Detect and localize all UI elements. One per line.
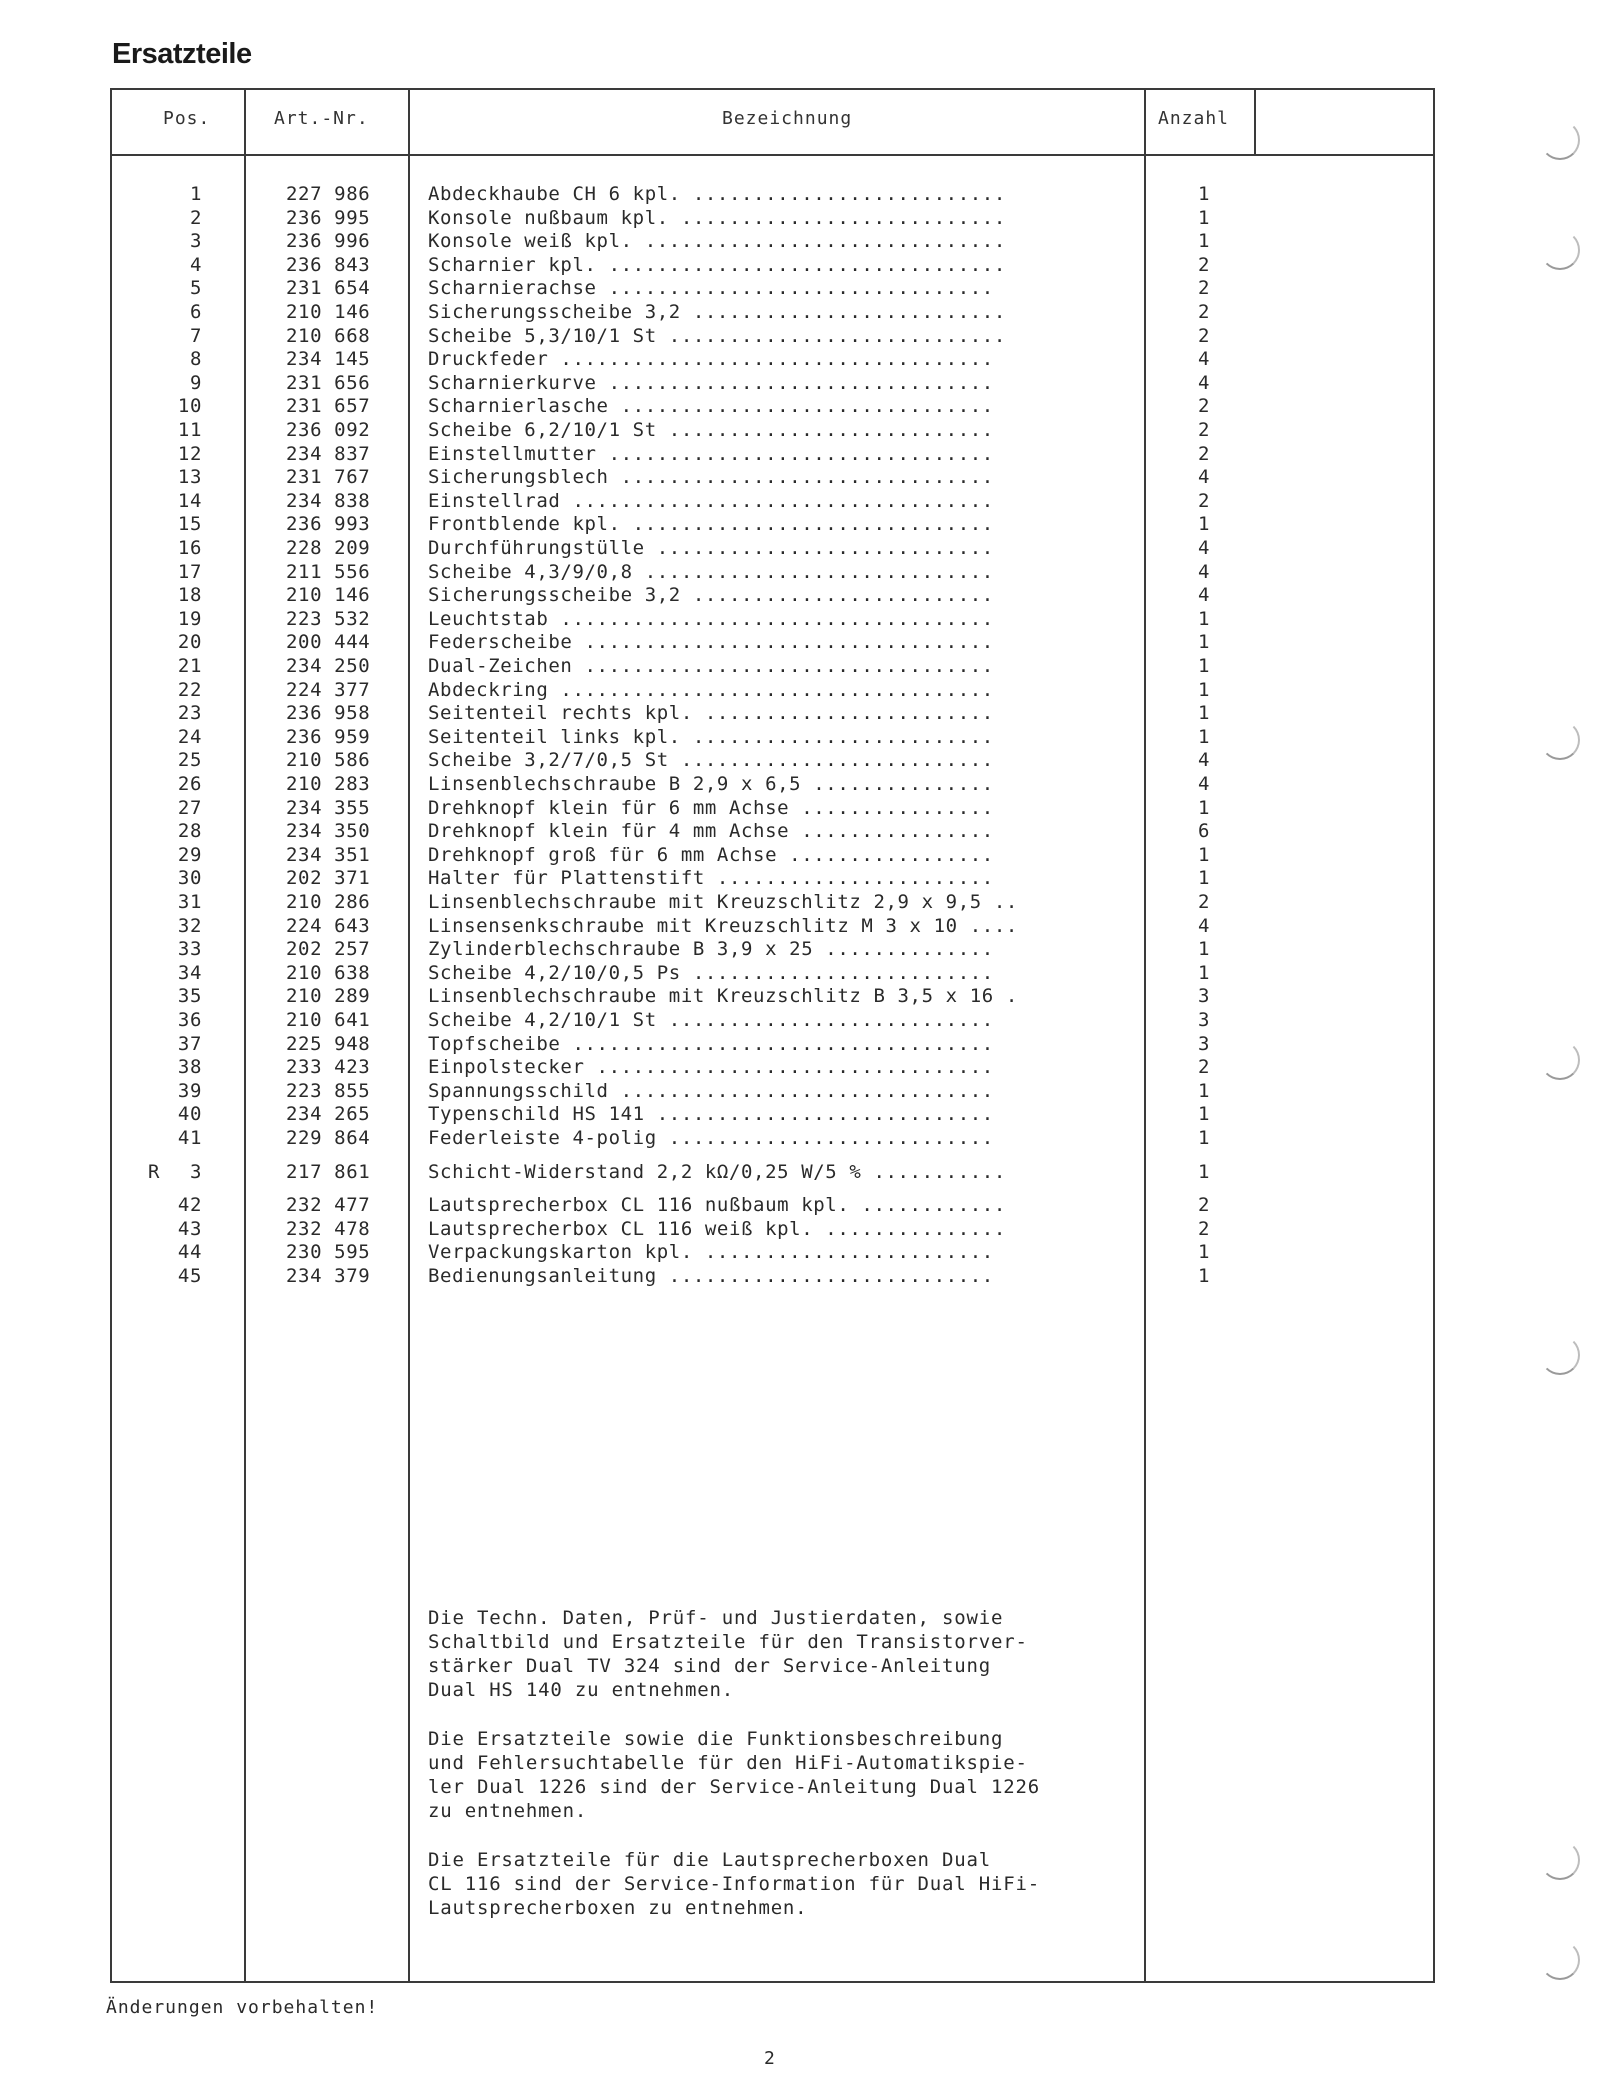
row-quantity: 2 — [1198, 1217, 1211, 1240]
row-description: Federscheibe .................................. — [428, 631, 994, 654]
row-art-nr: 224 377 — [286, 678, 371, 701]
row-quantity: 2 — [1198, 489, 1211, 512]
row-quantity: 4 — [1198, 466, 1211, 489]
row-description: Linsenblechschraube mit Kreuzschlitz 2,9 x 9,5 .. — [428, 891, 1018, 913]
row-description: Konsole nußbaum kpl. ........................... — [428, 206, 1006, 229]
row-description: Typenschild HS 141 ............................ — [428, 1103, 994, 1126]
table-row — [0, 984, 1300, 1008]
row-description: Scharnierlasche ............................... — [428, 395, 994, 418]
row-art-nr: 236 092 — [286, 419, 371, 441]
row-pos: 26 — [177, 773, 202, 795]
row-description: Spannungsschild ............................... — [428, 1079, 994, 1102]
table-row — [0, 300, 1300, 324]
table-row — [0, 1032, 1300, 1056]
row-art-nr: 210 668 — [286, 324, 371, 347]
row-pos: 34 — [177, 961, 202, 984]
page-title: Ersatzteile — [112, 38, 252, 70]
row-art-nr: 210 586 — [286, 749, 371, 772]
table-row — [0, 512, 1300, 536]
row-quantity: 1 — [1198, 1079, 1211, 1102]
row-pos: 20 — [177, 631, 202, 654]
table-row — [0, 772, 1300, 796]
row-quantity: 1 — [1198, 725, 1211, 748]
row-quantity: 1 — [1198, 230, 1211, 253]
row-pos: 8 — [189, 348, 202, 371]
row-quantity: 1 — [1198, 655, 1211, 677]
row-description: Abdeckhaube CH 6 kpl. .......................... — [428, 183, 1006, 205]
row-art-nr: 231 654 — [286, 277, 371, 300]
row-art-nr: 202 257 — [286, 938, 371, 961]
row-description: Schicht-Widerstand 2,2 kΩ/0,25 W/5 % ........... — [428, 1160, 1006, 1183]
row-quantity: 1 — [1198, 867, 1211, 890]
table-row — [0, 1126, 1300, 1150]
row-pos: 42 — [177, 1194, 202, 1217]
row-pos: 18 — [177, 584, 202, 607]
table-row — [0, 654, 1300, 678]
row-art-nr: 236 995 — [286, 206, 371, 229]
table-row — [0, 1193, 1300, 1217]
row-pos: 30 — [177, 867, 202, 890]
note-paragraph: Die Ersatzteile für die Lautsprecherboxen Dual CL 116 sind der Service-Information für Dual HiFi- Lautsprecherboxen zu entnehmen. — [428, 1849, 1040, 1919]
row-art-nr: 234 350 — [286, 820, 371, 843]
row-description: Einstellmutter ................................ — [428, 442, 994, 465]
row-description: Scheibe 6,2/10/1 St ........................... — [428, 419, 994, 441]
row-art-nr: 231 767 — [286, 466, 371, 489]
row-pos: 39 — [177, 1079, 202, 1102]
row-pos: 16 — [177, 537, 202, 559]
row-pos: 7 — [189, 324, 202, 347]
row-art-nr: 224 643 — [286, 914, 371, 937]
row-description: Durchführungstülle ............................ — [428, 537, 994, 559]
row-description: Drehknopf klein für 4 mm Achse ................ — [428, 820, 994, 843]
footer-note: Änderungen vorbehalten! — [106, 1997, 379, 2018]
row-pos: 17 — [177, 560, 202, 583]
table-row — [0, 914, 1300, 938]
row-description: Linsenblechschraube B 2,9 x 6,5 ............... — [428, 773, 994, 795]
row-art-nr: 227 986 — [286, 183, 371, 205]
row-description: Einstellrad ................................... — [428, 489, 994, 512]
row-pos: 9 — [189, 371, 202, 394]
row-art-nr: 231 656 — [286, 371, 371, 394]
row-description: Federleiste 4-polig ........................... — [428, 1127, 994, 1149]
row-description: Seitenteil rechts kpl. ........................ — [428, 702, 994, 725]
row-quantity: 1 — [1198, 607, 1211, 630]
row-quantity: 1 — [1198, 678, 1211, 701]
row-pos: 22 — [177, 678, 202, 701]
row-art-nr: 236 959 — [286, 725, 371, 748]
row-description: Verpackungskarton kpl. ........................ — [428, 1241, 994, 1264]
row-art-nr: 210 146 — [286, 584, 371, 607]
row-description: Bedienungsanleitung ........................... — [428, 1265, 994, 1287]
table-row — [0, 394, 1300, 418]
row-pos: 12 — [177, 442, 202, 465]
row-quantity: 2 — [1198, 395, 1211, 418]
row-art-nr: 229 864 — [286, 1127, 371, 1149]
row-description: Drehknopf groß für 6 mm Achse ................. — [428, 843, 994, 866]
table-row — [0, 748, 1300, 772]
row-quantity: 2 — [1198, 891, 1211, 913]
row-description: Konsole weiß kpl. .............................. — [428, 230, 1006, 253]
row-quantity: 4 — [1198, 914, 1211, 937]
row-pos: 4 — [189, 253, 202, 276]
row-art-nr: 234 379 — [286, 1265, 371, 1287]
header-desc: Bezeichnung — [722, 108, 853, 129]
row-quantity: 3 — [1198, 1032, 1211, 1055]
row-pos: 37 — [177, 1032, 202, 1055]
binder-hole-mark — [1540, 1840, 1580, 1880]
row-art-nr: 234 838 — [286, 489, 371, 512]
row-art-nr: 234 250 — [286, 655, 371, 677]
row-art-nr: 232 478 — [286, 1217, 371, 1240]
row-quantity: 1 — [1198, 796, 1211, 819]
header-divider — [110, 154, 1435, 156]
row-pos: 3 — [189, 230, 202, 253]
row-pos: 5 — [189, 277, 202, 300]
row-art-nr: 228 209 — [286, 537, 371, 559]
column-divider-qty — [1254, 90, 1256, 156]
row-description: Scharnierachse ................................ — [428, 277, 994, 300]
row-pos: 33 — [177, 938, 202, 961]
table-row — [0, 866, 1300, 890]
table-row — [0, 937, 1300, 961]
table-row — [0, 1055, 1300, 1079]
table-row — [0, 607, 1300, 631]
row-pos: 10 — [177, 395, 202, 418]
row-quantity: 4 — [1198, 537, 1211, 559]
row-description: Halter für Plattenstift ....................... — [428, 867, 994, 890]
row-pos: 36 — [177, 1009, 202, 1031]
table-row — [0, 560, 1300, 584]
row-pos: 2 — [189, 206, 202, 229]
row-description: Abdeckring .................................... — [428, 678, 994, 701]
row-description: Sicherungsscheibe 3,2 .......................... — [428, 301, 1006, 323]
row-pos: 41 — [177, 1127, 202, 1149]
table-row — [0, 843, 1300, 867]
row-quantity: 1 — [1198, 513, 1211, 536]
row-description: Lautsprecherbox CL 116 nußbaum kpl. ............ — [428, 1194, 1006, 1217]
row-description: Zylinderblechschraube B 3,9 x 25 .............. — [428, 938, 994, 961]
row-pos: 29 — [177, 843, 202, 866]
row-pos: 25 — [177, 749, 202, 772]
row-art-nr: 210 146 — [286, 301, 371, 323]
table-row — [0, 1160, 1300, 1184]
table-row — [0, 1102, 1300, 1126]
row-quantity: 4 — [1198, 348, 1211, 371]
binder-hole-mark — [1540, 720, 1580, 760]
row-art-nr: 210 286 — [286, 891, 371, 913]
row-description: Topfscheibe ................................... — [428, 1032, 994, 1055]
row-description: Scharnier kpl. ................................. — [428, 253, 1006, 276]
binder-hole-mark — [1540, 230, 1580, 270]
table-row — [0, 583, 1300, 607]
row-quantity: 1 — [1198, 1160, 1211, 1183]
row-art-nr: 210 289 — [286, 985, 371, 1008]
row-quantity: 6 — [1198, 820, 1211, 843]
row-art-nr: 232 477 — [286, 1194, 371, 1217]
row-art-nr: 210 283 — [286, 773, 371, 795]
table-row — [0, 206, 1300, 230]
row-art-nr: 233 423 — [286, 1056, 371, 1079]
table-row — [0, 418, 1300, 442]
row-description: Lautsprecherbox CL 116 weiß kpl. ............... — [428, 1217, 1006, 1240]
table-row — [0, 1008, 1300, 1032]
row-pos: 3 — [189, 1160, 202, 1183]
table-row — [0, 1217, 1300, 1241]
row-art-nr: 217 861 — [286, 1160, 371, 1183]
row-pos: 28 — [177, 820, 202, 843]
row-quantity: 4 — [1198, 560, 1211, 583]
row-description: Scheibe 3,2/7/0,5 St .......................... — [428, 749, 994, 772]
row-pos: 43 — [177, 1217, 202, 1240]
row-art-nr: 234 351 — [286, 843, 371, 866]
row-description: Frontblende kpl. .............................. — [428, 513, 994, 536]
row-art-nr: 230 595 — [286, 1241, 371, 1264]
row-quantity: 1 — [1198, 702, 1211, 725]
row-pos: 44 — [177, 1241, 202, 1264]
row-art-nr: 231 657 — [286, 395, 371, 418]
row-description: Scheibe 4,3/9/0,8 ............................. — [428, 560, 994, 583]
table-row — [0, 465, 1300, 489]
table-row — [0, 678, 1300, 702]
table-row — [0, 1079, 1300, 1103]
row-description: Scharnierkurve ................................ — [428, 371, 994, 394]
table-row — [0, 182, 1300, 206]
header-qty: Anzahl — [1158, 108, 1230, 129]
table-row — [0, 324, 1300, 348]
row-description: Sicherungsscheibe 3,2 ......................... — [428, 584, 994, 607]
row-quantity: 2 — [1198, 253, 1211, 276]
row-art-nr: 236 993 — [286, 513, 371, 536]
row-art-nr: 210 641 — [286, 1009, 371, 1031]
row-description: Scheibe 5,3/10/1 St ............................ — [428, 324, 1006, 347]
row-art-nr: 211 556 — [286, 560, 371, 583]
row-quantity: 3 — [1198, 1009, 1211, 1031]
row-art-nr: 223 855 — [286, 1079, 371, 1102]
row-art-nr: 225 948 — [286, 1032, 371, 1055]
row-pos: 14 — [177, 489, 202, 512]
row-pos: 35 — [177, 985, 202, 1008]
row-description: Leuchtstab .................................... — [428, 607, 994, 630]
row-pos: 23 — [177, 702, 202, 725]
note-paragraph: Die Techn. Daten, Prüf- und Justierdaten, sowie Schaltbild und Ersatzteile für den Transistorver- stärker Dual TV 324 sind der Service-Anleitung Dual HS 140 zu entnehmen. — [428, 1607, 1028, 1701]
row-quantity: 1 — [1198, 631, 1211, 654]
table-row — [0, 1264, 1300, 1288]
row-quantity: 4 — [1198, 584, 1211, 607]
row-quantity: 1 — [1198, 1265, 1211, 1287]
row-description: Scheibe 4,2/10/1 St ........................... — [428, 1009, 994, 1031]
row-quantity: 2 — [1198, 1056, 1211, 1079]
page-number: 2 — [764, 2048, 775, 2069]
row-quantity: 4 — [1198, 773, 1211, 795]
row-quantity: 2 — [1198, 419, 1211, 441]
row-description: Drehknopf klein für 6 mm Achse ................ — [428, 796, 994, 819]
table-row — [0, 347, 1300, 371]
row-description: Einpolstecker ................................. — [428, 1056, 994, 1079]
table-row — [0, 371, 1300, 395]
row-art-nr: 234 837 — [286, 442, 371, 465]
row-pos: 1 — [189, 183, 202, 205]
row-quantity: 4 — [1198, 371, 1211, 394]
table-row — [0, 489, 1300, 513]
note-paragraph: Die Ersatzteile sowie die Funktionsbeschreibung und Fehlersuchtabelle für den HiFi-Automatikspie- ler Dual 1226 sind der Service-Anleitung Dual 1226 zu entnehmen. — [428, 1728, 1040, 1822]
row-art-nr: 210 638 — [286, 961, 371, 984]
row-quantity: 1 — [1198, 961, 1211, 984]
row-description: Linsensenkschraube mit Kreuzschlitz M 3 x 10 .... — [428, 914, 1018, 937]
row-quantity: 2 — [1198, 324, 1211, 347]
row-quantity: 2 — [1198, 442, 1211, 465]
table-row — [0, 442, 1300, 466]
row-art-nr: 223 532 — [286, 607, 371, 630]
table-row — [0, 253, 1300, 277]
row-quantity: 3 — [1198, 985, 1211, 1008]
row-quantity: 1 — [1198, 206, 1211, 229]
row-art-nr: 234 355 — [286, 796, 371, 819]
row-quantity: 2 — [1198, 1194, 1211, 1217]
row-art-nr: 236 958 — [286, 702, 371, 725]
table-row — [0, 1240, 1300, 1264]
table-row — [0, 819, 1300, 843]
row-description: Dual-Zeichen .................................. — [428, 655, 994, 677]
row-description: Scheibe 4,2/10/0,5 Ps ......................... — [428, 961, 994, 984]
table-row — [0, 796, 1300, 820]
table-row — [0, 890, 1300, 914]
row-pos: 31 — [177, 891, 202, 913]
row-pos: 40 — [177, 1103, 202, 1126]
row-art-nr: 234 145 — [286, 348, 371, 371]
table-row — [0, 536, 1300, 560]
row-description: Druckfeder .................................... — [428, 348, 994, 371]
table-row — [0, 725, 1300, 749]
row-art-nr: 200 444 — [286, 631, 371, 654]
row-pos: 24 — [177, 725, 202, 748]
binder-hole-mark — [1540, 1040, 1580, 1080]
row-pos: 6 — [189, 301, 202, 323]
binder-hole-mark — [1540, 120, 1580, 160]
row-pos: 32 — [177, 914, 202, 937]
binder-hole-mark — [1540, 1335, 1580, 1375]
row-description: Sicherungsblech ............................... — [428, 466, 994, 489]
header-pos: Pos. — [163, 108, 211, 129]
row-quantity: 4 — [1198, 749, 1211, 772]
notes-block — [428, 1606, 1148, 1945]
row-quantity: 1 — [1198, 183, 1211, 205]
row-pos: 38 — [177, 1056, 202, 1079]
row-quantity: 1 — [1198, 1103, 1211, 1126]
row-quantity: 1 — [1198, 1241, 1211, 1264]
binder-hole-mark — [1540, 1940, 1580, 1980]
row-description: Linsenblechschraube mit Kreuzschlitz B 3,5 x 16 . — [428, 985, 1018, 1008]
table-row — [0, 701, 1300, 725]
row-pos: 45 — [177, 1265, 202, 1287]
row-quantity: 1 — [1198, 843, 1211, 866]
table-row — [0, 276, 1300, 300]
row-quantity: 1 — [1198, 1127, 1211, 1149]
row-quantity: 2 — [1198, 277, 1211, 300]
row-art-nr: 236 996 — [286, 230, 371, 253]
row-art-nr: 202 371 — [286, 867, 371, 890]
row-pos: 15 — [177, 513, 202, 536]
row-pos: 27 — [177, 796, 202, 819]
row-pos: 19 — [177, 607, 202, 630]
row-pos: 21 — [177, 655, 202, 677]
row-art-nr: 234 265 — [286, 1103, 371, 1126]
row-art-nr: 236 843 — [286, 253, 371, 276]
row-prefix: R — [148, 1160, 161, 1183]
row-quantity: 2 — [1198, 301, 1211, 323]
table-row — [0, 961, 1300, 985]
row-description: Seitenteil links kpl. ......................... — [428, 725, 994, 748]
table-row — [0, 229, 1300, 253]
header-art: Art.-Nr. — [274, 108, 369, 129]
row-quantity: 1 — [1198, 938, 1211, 961]
table-row — [0, 630, 1300, 654]
row-pos: 13 — [177, 466, 202, 489]
row-pos: 11 — [177, 419, 202, 441]
